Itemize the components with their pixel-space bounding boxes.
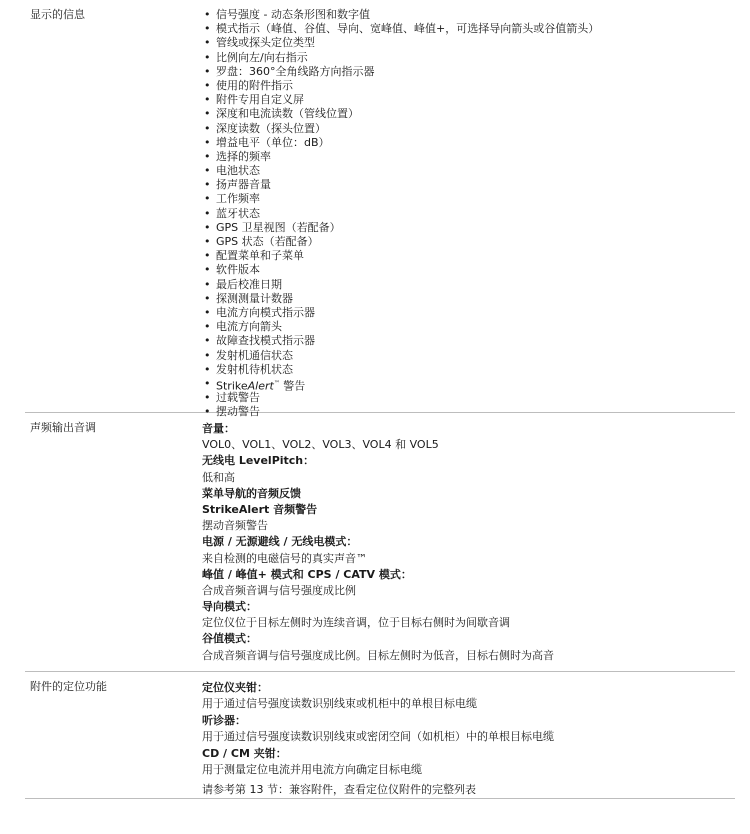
null-mode-value: 合成音频音调与信号强度成比例。目标左侧时为低音，目标右侧时为高音 (202, 648, 554, 662)
accessory-reference-note: 请参考第 13 节：兼容附件，查看定位仪附件的完整列表 (202, 783, 476, 797)
clamp-title: 定位仪夹钳： (202, 681, 268, 694)
list-item: • 电流方向模式指示器 (202, 306, 735, 320)
peak-mode-title: 峰值 / 峰值+ 模式和 CPS / CATV 模式： (202, 567, 412, 581)
power-mode-value: 来自检测的电磁信号的真实声音™ (202, 551, 367, 565)
cd-cm-clamp-title: CD / CM 夹钳： (202, 746, 287, 760)
strikealert-audio-value: 摆动音频警告 (202, 519, 268, 533)
list-item: • 过载警告 (202, 391, 735, 405)
list-item: • 扬声器音量 (202, 178, 735, 192)
list-item: • 配置菜单和子菜单 (202, 249, 735, 263)
guide-mode-value: 定位仪位于目标左侧时为连续音调，位于目标右侧时为间歇音调 (202, 616, 510, 630)
strike-alert-prefix: Strike (216, 379, 248, 393)
row-label-displayed-info: 显示的信息 (30, 8, 85, 21)
list-item: • 电池状态 (202, 164, 735, 178)
list-item: • 比例向左/向右指示 (202, 51, 735, 65)
list-item: • GPS 卫星视图（若配备） (202, 221, 735, 235)
list-item: • 使用的附件指示 (202, 79, 735, 93)
list-item-strike-alert (202, 377, 735, 391)
strikealert-audio-title: StrikeAlert 音频警告 (202, 502, 318, 516)
list-item: • 摆动警告 (202, 405, 735, 419)
list-item: • 最后校准日期 (202, 278, 735, 292)
strike-alert-suffix: 警告 (279, 379, 306, 393)
list-item: • 故障查找模式指示器 (202, 334, 735, 348)
list-item: • 管线或探头定位类型 (202, 36, 735, 50)
strike-alert-italic: Alert (247, 379, 274, 393)
row-accessory-functions (25, 672, 735, 799)
list-item: • 增益电平（单位：dB） (202, 136, 735, 150)
peak-mode-value: 合成音频音调与信号强度成比例 (202, 583, 356, 597)
stethoscope-title: 听诊器： (202, 713, 246, 727)
list-item: • 信号强度 - 动态条形图和数字值 (202, 8, 735, 22)
spec-table (25, 0, 735, 799)
guide-mode-title: 导向模式： (202, 600, 257, 614)
list-item: • 选择的频率 (202, 150, 735, 164)
volume-title: 音量： (202, 422, 235, 435)
list-item: • 模式指示（峰值、谷值、导向、宽峰值、峰值+，可选择导向箭头或谷值箭头） (202, 22, 735, 36)
row-audio-tones (25, 413, 735, 672)
row-body-accessory-functions (202, 672, 735, 798)
list-item: • 探测测量计数器 (202, 292, 735, 306)
list-item: • 发射机通信状态 (202, 349, 735, 363)
display-info-list (202, 8, 735, 419)
list-item: • GPS 状态（若配备） (202, 235, 735, 249)
cd-cm-clamp-value: 用于测量定位电流并用电流方向确定目标电缆 (202, 762, 422, 776)
menu-audio-feedback: 菜单导航的音频反馈 (202, 486, 301, 500)
row-displayed-info (25, 0, 735, 419)
list-item: • 电流方向箭头 (202, 320, 735, 334)
row-body-displayed-info (202, 0, 735, 419)
list-item: • 罗盘：360°全角线路方向指示器 (202, 65, 735, 79)
radio-levelpitch-values: 低和高 (202, 470, 235, 484)
radio-levelpitch-title: 无线电 LevelPitch： (202, 454, 315, 468)
list-item: • 软件版本 (202, 263, 735, 277)
list-item: • 附件专用自定义屏 (202, 93, 735, 107)
row-label-accessory-functions: 附件的定位功能 (30, 680, 107, 693)
list-item: • 发射机待机状态 (202, 363, 735, 377)
stethoscope-value: 用于通过信号强度读数识别线束或密闭空间（如机柜）中的单根目标电缆 (202, 730, 554, 744)
row-body-audio-tones (202, 413, 735, 671)
list-item: • 深度读数（探头位置） (202, 122, 735, 136)
volume-values: VOL0、VOL1、VOL2、VOL3、VOL4 和 VOL5 (202, 438, 439, 452)
list-item: • 蓝牙状态 (202, 207, 735, 221)
row-label-audio-tones: 声频输出音调 (30, 421, 96, 434)
power-mode-title: 电源 / 无源避线 / 无线电模式： (202, 535, 358, 549)
clamp-value: 用于通过信号强度读数识别线束或机柜中的单根目标电缆 (202, 697, 477, 711)
list-item: • 工作频率 (202, 192, 735, 206)
trademark-mark: ™ (273, 379, 280, 387)
null-mode-title: 谷值模式： (202, 632, 257, 646)
list-item: • 深度和电流读数（管线位置） (202, 107, 735, 121)
